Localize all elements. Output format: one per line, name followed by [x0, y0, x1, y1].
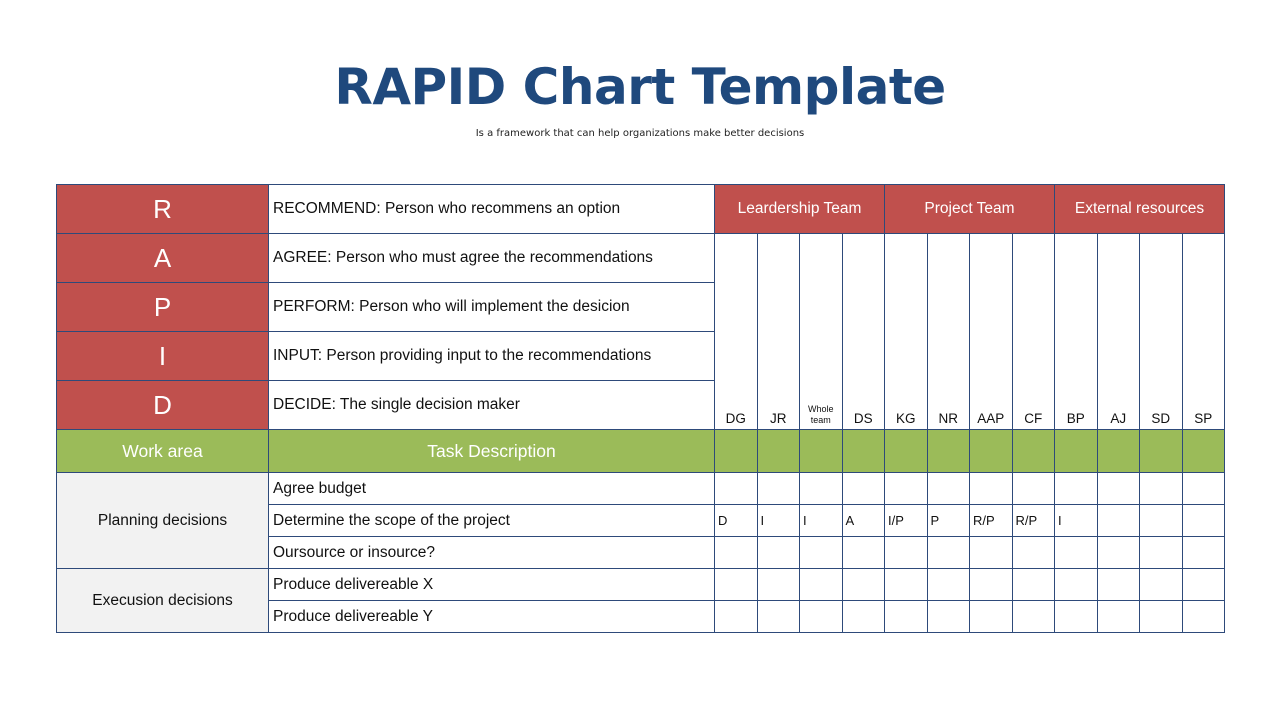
raci-cell	[757, 569, 800, 601]
raci-cell	[715, 537, 758, 569]
raci-cell	[1140, 505, 1183, 537]
raci-cell	[970, 569, 1013, 601]
raci-cell: P	[927, 505, 970, 537]
person-initials: SD	[1140, 234, 1183, 430]
raci-cell	[757, 601, 800, 633]
raci-cell	[800, 473, 843, 505]
raci-cell	[715, 601, 758, 633]
raci-cell	[842, 601, 885, 633]
header-filler-cell	[842, 430, 885, 473]
raci-cell	[757, 473, 800, 505]
header-filler-cell	[885, 430, 928, 473]
rapid-definition: PERFORM: Person who will implement the desicion	[269, 283, 715, 332]
raci-cell	[1140, 537, 1183, 569]
raci-cell	[970, 473, 1013, 505]
rapid-row	[57, 185, 1225, 234]
raci-cell: D	[715, 505, 758, 537]
person-initials: KG	[885, 234, 928, 430]
person-initials: SP	[1182, 234, 1225, 430]
rapid-letter: I	[57, 332, 269, 381]
raci-cell	[1055, 601, 1098, 633]
header-filler-cell	[927, 430, 970, 473]
raci-cell	[1182, 473, 1225, 505]
header-filler-cell	[1097, 430, 1140, 473]
person-initials: NR	[927, 234, 970, 430]
header-filler-cell	[1140, 430, 1183, 473]
person-initials: JR	[757, 234, 800, 430]
team-group-header: Project Team	[885, 185, 1055, 234]
task-name: Determine the scope of the project	[269, 505, 715, 537]
header-filler-cell	[715, 430, 758, 473]
raci-cell	[715, 473, 758, 505]
work-area-header: Work area	[57, 430, 269, 473]
raci-cell	[1097, 505, 1140, 537]
rapid-definition: INPUT: Person providing input to the recommendations	[269, 332, 715, 381]
raci-cell	[1012, 569, 1055, 601]
team-group-header: External resources	[1055, 185, 1225, 234]
section-header-row	[57, 430, 1225, 473]
raci-cell	[885, 473, 928, 505]
header-filler-cell	[1012, 430, 1055, 473]
raci-cell	[1055, 537, 1098, 569]
raci-cell	[1012, 537, 1055, 569]
header-filler-cell	[1055, 430, 1098, 473]
person-initials: DG	[715, 234, 758, 430]
task-name: Oursource or insource?	[269, 537, 715, 569]
header-filler-cell	[800, 430, 843, 473]
raci-cell	[1012, 601, 1055, 633]
raci-cell	[1182, 537, 1225, 569]
task-row	[57, 569, 1225, 601]
person-initials: Whole team	[800, 234, 843, 430]
task-row	[57, 473, 1225, 505]
person-initials: BP	[1055, 234, 1098, 430]
raci-cell	[842, 473, 885, 505]
raci-cell	[885, 537, 928, 569]
raci-cell: A	[842, 505, 885, 537]
raci-cell	[842, 569, 885, 601]
page-subtitle: Is a framework that can help organizations make better decisions	[475, 128, 805, 139]
raci-cell	[1140, 473, 1183, 505]
raci-cell	[1012, 473, 1055, 505]
page-title: RAPID Chart Template	[334, 58, 946, 116]
raci-cell	[970, 537, 1013, 569]
raci-cell: I	[800, 505, 843, 537]
rapid-letter: A	[57, 234, 269, 283]
person-initials: AAP	[970, 234, 1013, 430]
raci-cell	[927, 537, 970, 569]
rapid-letter: D	[57, 381, 269, 430]
raci-cell	[1097, 473, 1140, 505]
task-name: Agree budget	[269, 473, 715, 505]
raci-cell: I/P	[885, 505, 928, 537]
raci-cell	[1097, 601, 1140, 633]
raci-cell	[927, 473, 970, 505]
person-initials: AJ	[1097, 234, 1140, 430]
raci-cell: R/P	[970, 505, 1013, 537]
raci-cell	[1182, 505, 1225, 537]
rapid-definition: RECOMMEND: Person who recommens an option	[269, 185, 715, 234]
raci-cell	[927, 569, 970, 601]
raci-cell	[927, 601, 970, 633]
task-name: Produce delivereable Y	[269, 601, 715, 633]
raci-cell	[1140, 601, 1183, 633]
raci-cell	[800, 601, 843, 633]
task-name: Produce delivereable X	[269, 569, 715, 601]
header-filler-cell	[1182, 430, 1225, 473]
raci-cell	[1182, 569, 1225, 601]
work-area-name: Execusion decisions	[57, 569, 269, 633]
raci-cell	[885, 601, 928, 633]
raci-cell	[1182, 601, 1225, 633]
rapid-table	[56, 184, 1225, 633]
raci-cell	[1097, 537, 1140, 569]
task-description-header: Task Description	[269, 430, 715, 473]
team-group-header: Leardership Team	[715, 185, 885, 234]
person-initials: CF	[1012, 234, 1055, 430]
raci-cell: R/P	[1012, 505, 1055, 537]
raci-cell	[970, 601, 1013, 633]
header-filler-cell	[970, 430, 1013, 473]
raci-cell: I	[1055, 505, 1098, 537]
raci-cell	[1097, 569, 1140, 601]
rapid-letter: R	[57, 185, 269, 234]
raci-cell	[757, 537, 800, 569]
header-filler-cell	[757, 430, 800, 473]
raci-cell	[800, 537, 843, 569]
rapid-definition: DECIDE: The single decision maker	[269, 381, 715, 430]
raci-cell	[1140, 569, 1183, 601]
rapid-row	[57, 234, 1225, 283]
raci-cell: I	[757, 505, 800, 537]
raci-cell	[715, 569, 758, 601]
raci-cell	[800, 569, 843, 601]
rapid-definition: AGREE: Person who must agree the recommendations	[269, 234, 715, 283]
raci-cell	[842, 537, 885, 569]
work-area-name: Planning decisions	[57, 473, 269, 569]
raci-cell	[1055, 473, 1098, 505]
person-initials: DS	[842, 234, 885, 430]
raci-cell	[885, 569, 928, 601]
rapid-letter: P	[57, 283, 269, 332]
raci-cell	[1055, 569, 1098, 601]
